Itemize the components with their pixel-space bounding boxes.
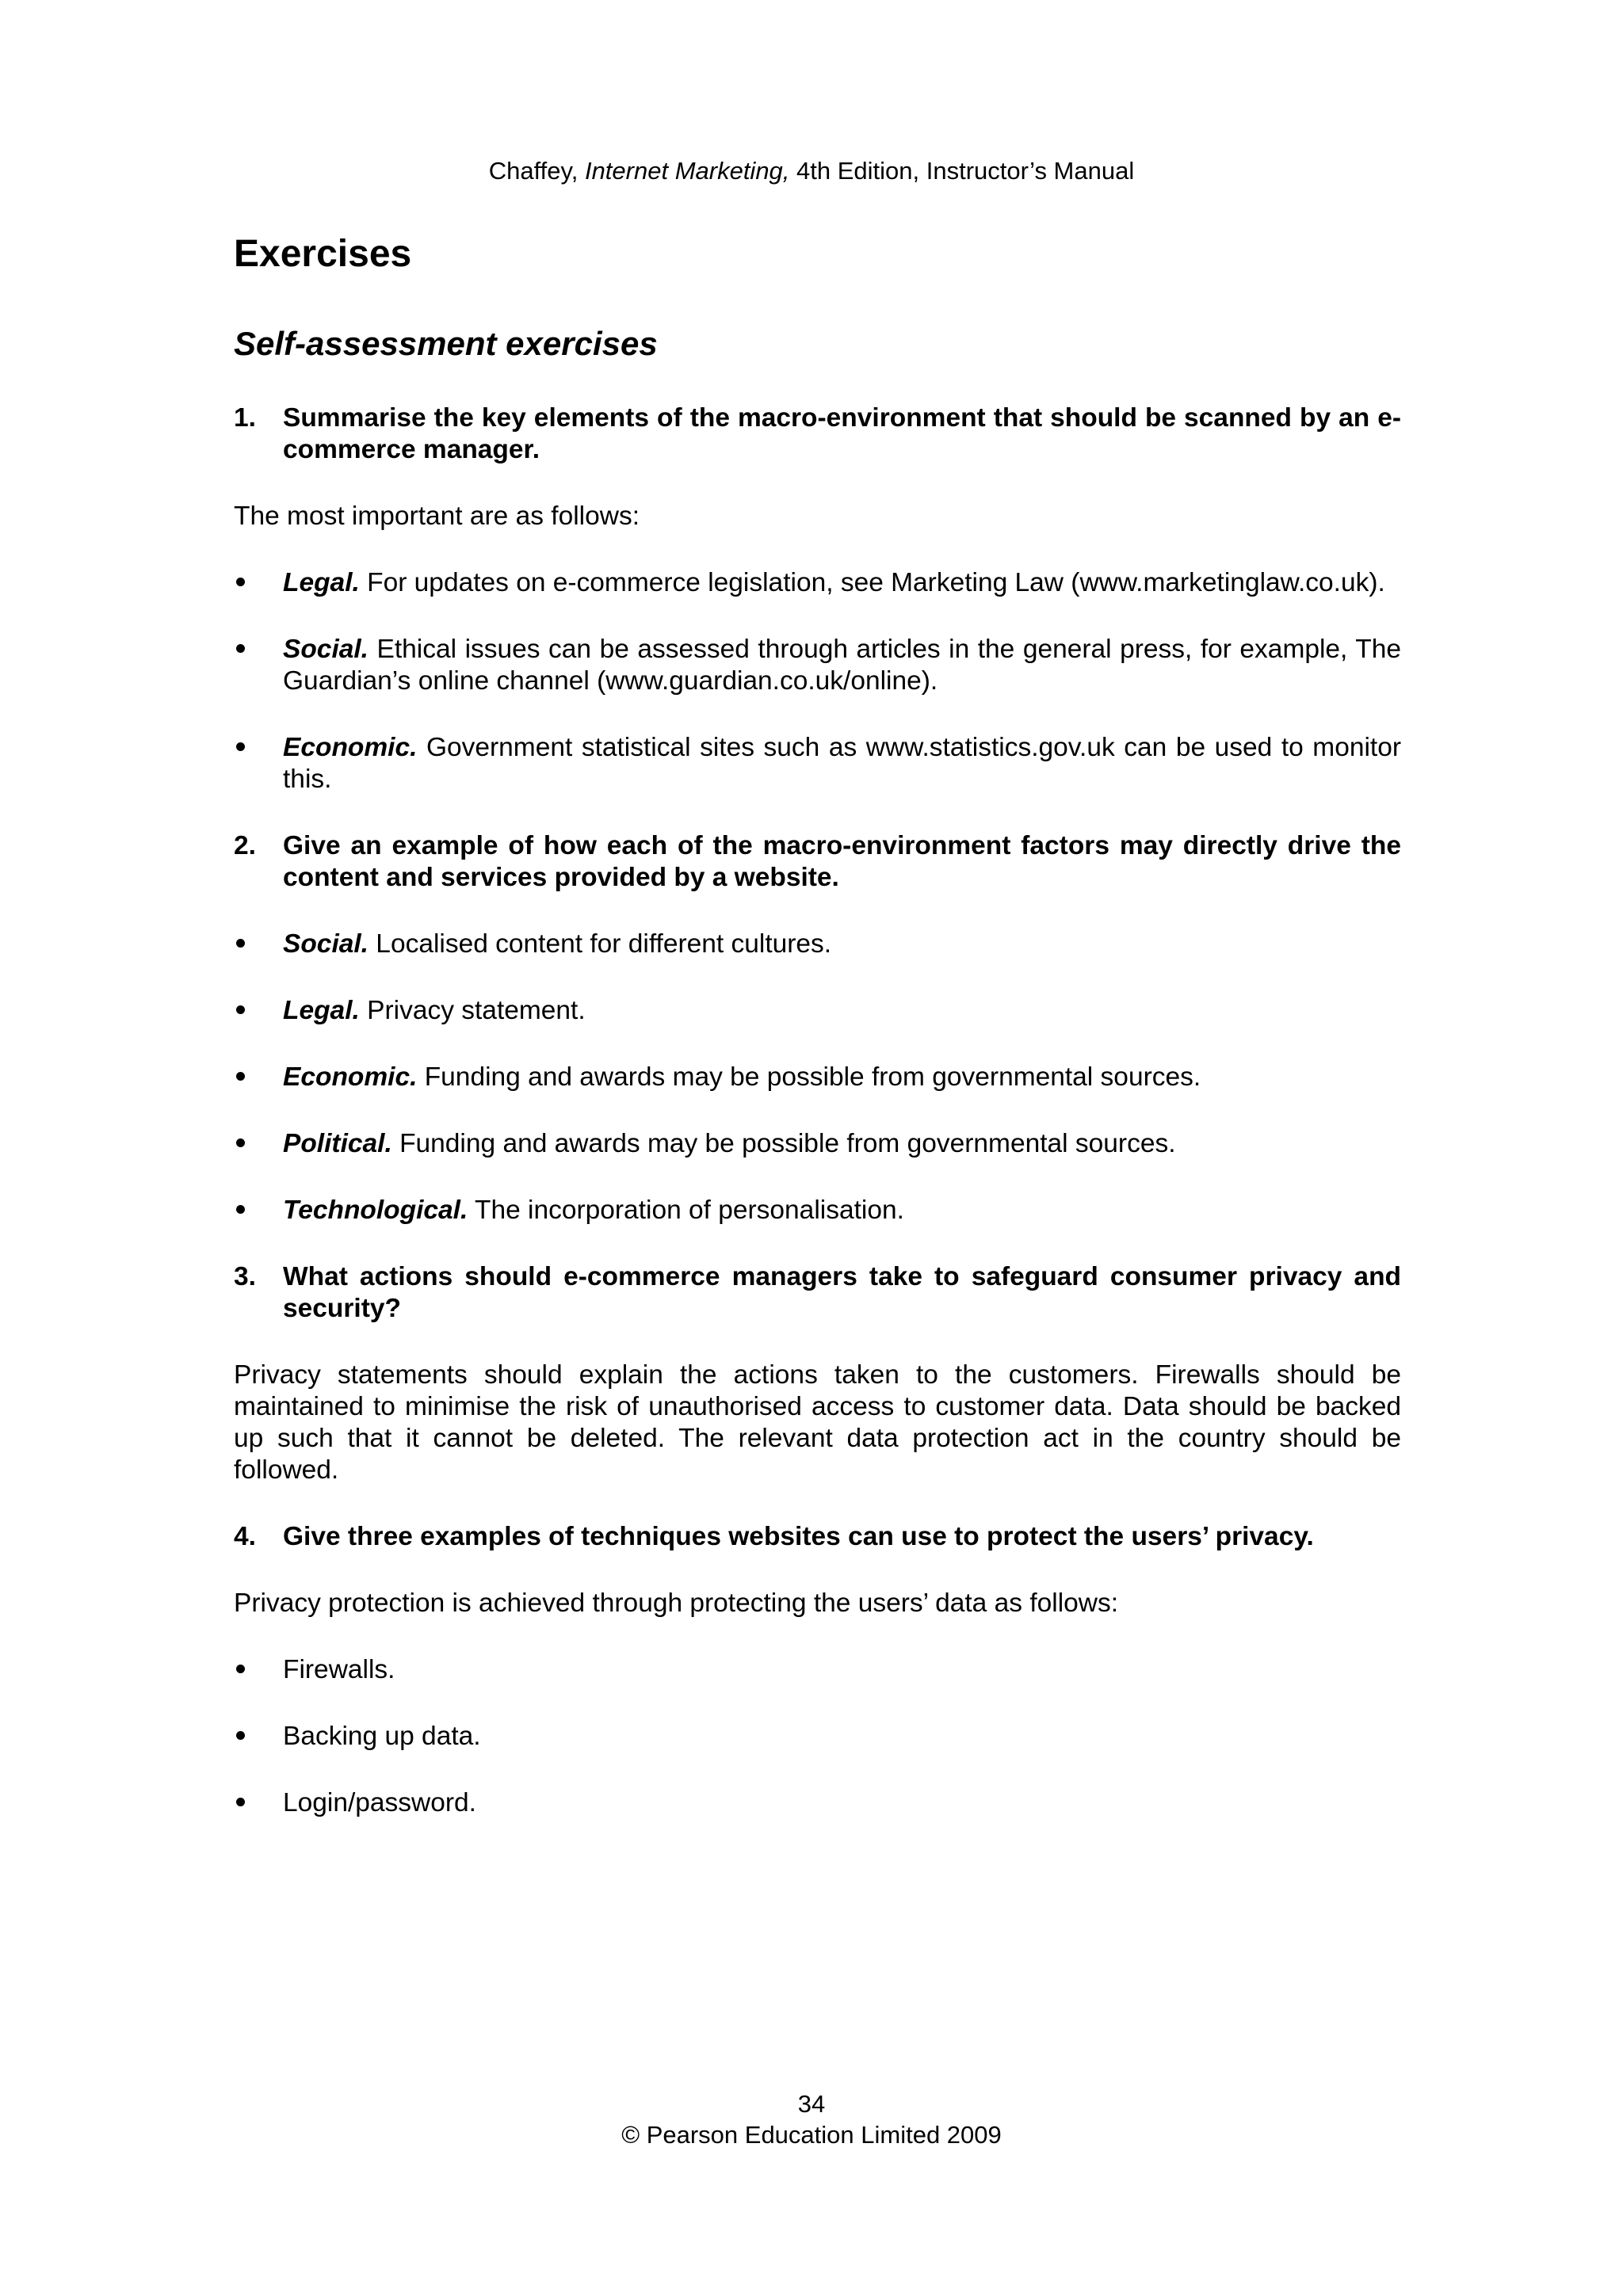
header-author: Chaffey, xyxy=(488,157,585,185)
list-item xyxy=(234,1062,1401,1093)
question-text: What actions should e-commerce managers take to safeguard consumer privacy and security? xyxy=(283,1262,1401,1323)
list-item xyxy=(234,567,1401,599)
bullet-icon xyxy=(234,1062,283,1093)
question-3 xyxy=(234,1261,1401,1325)
header-book-title: Internet Marketing, xyxy=(584,157,790,185)
list-item xyxy=(234,1128,1401,1160)
question-text: Give an example of how each of the macro-environment factors may directly drive the content and services provided by a website. xyxy=(283,831,1401,892)
question-number: 3. xyxy=(234,1262,256,1291)
item-desc: Funding and awards may be possible from governmental sources. xyxy=(391,1129,1176,1158)
item-desc: Localised content for different cultures. xyxy=(369,929,832,959)
header-edition: 4th Edition, Instructor’s Manual xyxy=(789,157,1135,185)
bullet-icon xyxy=(234,1721,283,1753)
page-title: Exercises xyxy=(234,233,412,275)
item-term: Political. xyxy=(283,1129,392,1158)
item-desc: For updates on e-commerce legislation, see Marketing Law (www.marketinglaw.co.uk). xyxy=(359,568,1385,597)
running-header xyxy=(0,155,1623,187)
main-content xyxy=(234,231,1401,1819)
bullet-icon xyxy=(234,1787,283,1819)
answer-paragraph: Privacy statements should explain the actions taken to the customers. Firewalls should be maintained to minimise the risk of unauthorised access to customer data. Data should be backed up such that it cannot be deleted. The relevant data protection act in the country should be followed. xyxy=(234,1360,1401,1485)
item-term: Economic. xyxy=(283,733,418,762)
list-item xyxy=(234,929,1401,960)
item-text xyxy=(283,1062,1401,1093)
question-text: Give three examples of techniques websites can use to protect the users’ privacy. xyxy=(283,1522,1314,1551)
page-number: 34 xyxy=(797,2090,826,2118)
question-text: Summarise the key elements of the macro-environment that should be scanned by an e-commerce manager. xyxy=(283,403,1401,464)
question-number: 2. xyxy=(234,831,256,860)
bullet-icon xyxy=(234,1195,283,1226)
question-1 xyxy=(234,402,1401,466)
item-text xyxy=(283,567,1401,599)
bullet-icon xyxy=(234,567,283,599)
item-desc: Privacy statement. xyxy=(359,996,586,1025)
bullet-icon xyxy=(234,1654,283,1686)
question-number: 4. xyxy=(234,1522,256,1551)
bullet-icon xyxy=(234,732,283,795)
item-text: Backing up data. xyxy=(283,1722,481,1751)
item-term: Economic. xyxy=(283,1062,418,1092)
item-text xyxy=(283,634,1401,697)
item-term: Technological. xyxy=(283,1196,468,1225)
list-item xyxy=(234,1654,1401,1686)
item-term: Legal. xyxy=(283,568,360,597)
item-text xyxy=(283,995,1401,1027)
item-text xyxy=(283,1128,1401,1160)
list-item xyxy=(234,1787,1401,1819)
list-item xyxy=(234,1721,1401,1753)
item-desc: Funding and awards may be possible from governmental sources. xyxy=(417,1062,1201,1092)
bullet-icon xyxy=(234,634,283,697)
bullet-icon xyxy=(234,1128,283,1160)
item-text xyxy=(283,1195,1401,1226)
list-item xyxy=(234,995,1401,1027)
bullet-icon xyxy=(234,929,283,960)
answer-intro: The most important are as follows: xyxy=(234,502,640,531)
item-term: Social. xyxy=(283,635,369,664)
question-4 xyxy=(234,1521,1401,1553)
item-text: Login/password. xyxy=(283,1788,476,1817)
section-subtitle: Self-assessment exercises xyxy=(234,325,658,362)
item-term: Social. xyxy=(283,929,369,959)
copyright-notice: © Pearson Education Limited 2009 xyxy=(621,2121,1002,2149)
item-text: Firewalls. xyxy=(283,1655,395,1684)
bullet-icon xyxy=(234,995,283,1027)
list-item xyxy=(234,1195,1401,1226)
item-term: Legal. xyxy=(283,996,360,1025)
item-text xyxy=(283,929,1401,960)
list-item xyxy=(234,732,1401,795)
question-2 xyxy=(234,830,1401,894)
question-number: 1. xyxy=(234,403,256,433)
item-text xyxy=(283,732,1401,795)
item-desc: Ethical issues can be assessed through articles in the general press, for example, The Guardian’s online channel (www.guardian.co.uk/online). xyxy=(283,635,1401,696)
item-desc: Government statistical sites such as www.statistics.gov.uk can be used to monitor this. xyxy=(283,733,1401,794)
list-item xyxy=(234,634,1401,697)
answer-intro: Privacy protection is achieved through protecting the users’ data as follows: xyxy=(234,1589,1119,1618)
item-desc: The incorporation of personalisation. xyxy=(468,1196,904,1225)
